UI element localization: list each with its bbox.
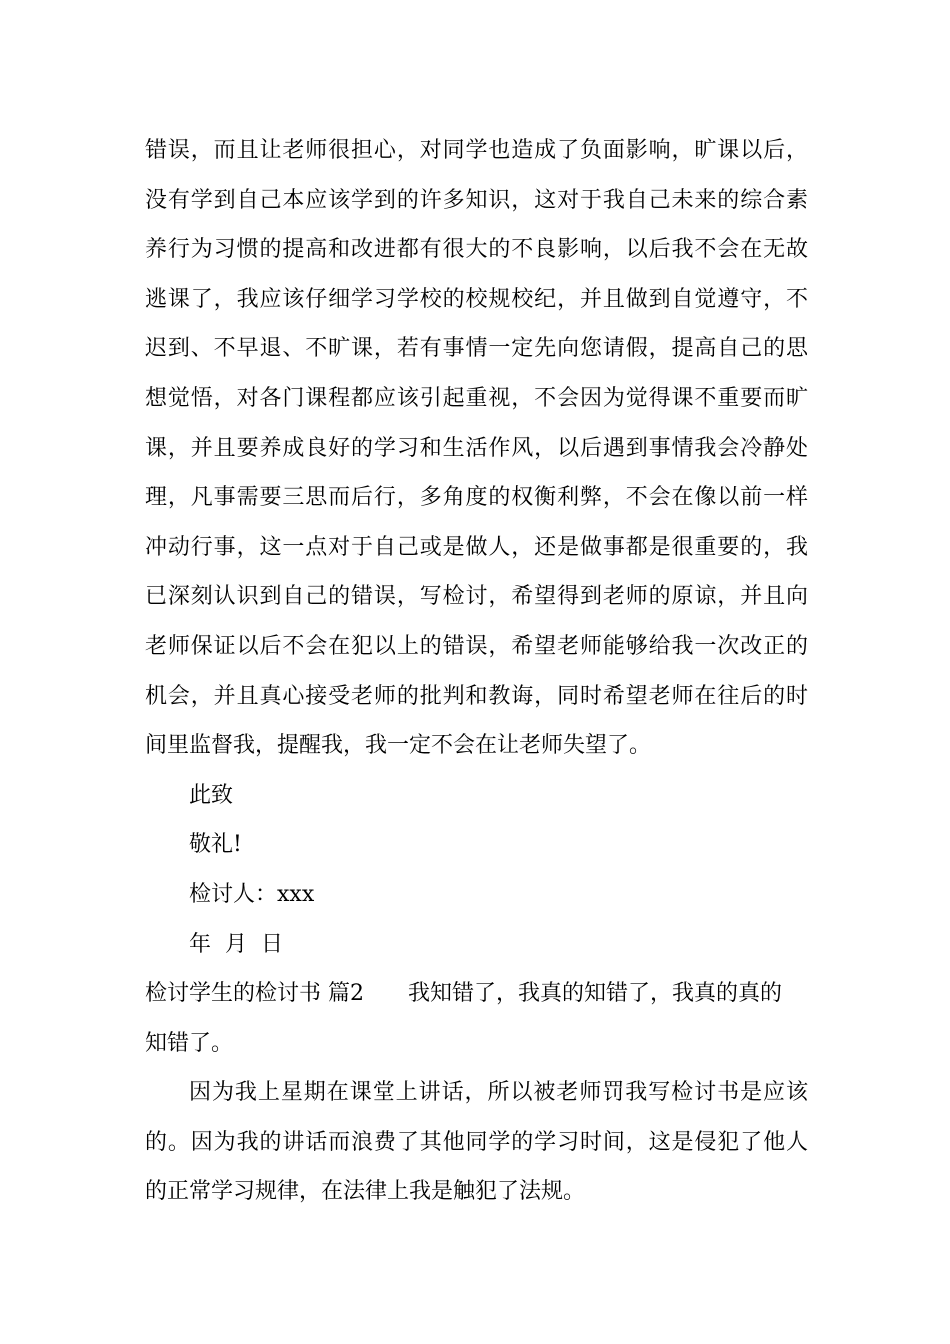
paragraph-line: 逃课了，我应该仔细学习学校的校规校纪，并且做到自觉遵守，不 bbox=[145, 286, 808, 312]
paragraph-line: 已深刻认识到自己的错误，写检讨，希望得到老师的原谅，并且向 bbox=[145, 584, 808, 610]
paragraph-line: 的正常学习规律，在法律上我是触犯了法规。 bbox=[145, 1179, 586, 1205]
paragraph-line: 机会，并且真心接受老师的批判和教诲，同时希望老师在往后的时 bbox=[145, 683, 808, 709]
section2-first-line bbox=[145, 969, 808, 1019]
paragraph-line: 的。因为我的讲话而浪费了其他同学的学习时间，这是侵犯了他人 bbox=[145, 1129, 808, 1155]
paragraph-line: 课，并且要养成良好的学习和生活作风，以后遇到事情我会冷静处 bbox=[145, 435, 808, 461]
closing-date: 年 月 日 bbox=[189, 931, 283, 957]
paragraph-line: 没有学到自己本应该学到的许多知识，这对于我自己未来的综合素 bbox=[145, 187, 808, 213]
paragraph-apology-continuation bbox=[145, 126, 808, 1217]
paragraph-line: 理，凡事需要三思而后行，多角度的权衡利弊，不会在像以前一样 bbox=[145, 485, 808, 511]
section2-first-line-text: 我知错了，我真的知错了，我真的真的 bbox=[408, 981, 783, 1007]
paragraph-line: 因为我上星期在课堂上讲话，所以被老师罚我写检讨书是应该 bbox=[189, 1080, 808, 1106]
paragraph-line: 老师保证以后不会在犯以上的错误，希望老师能够给我一次改正的 bbox=[145, 633, 808, 659]
paragraph-line: 养行为习惯的提高和改进都有很大的不良影响，以后我不会在无故 bbox=[145, 237, 808, 263]
section2-second-line: 知错了。 bbox=[145, 1030, 234, 1056]
paragraph-line: 错误，而且让老师很担心，对同学也造成了负面影响，旷课以后， bbox=[145, 138, 808, 163]
paragraph-line: 冲动行事，这一点对于自己或是做人，还是做事都是很重要的，我 bbox=[145, 534, 808, 560]
section2-heading: 检讨学生的检讨书 篇2 bbox=[145, 981, 364, 1007]
closing-salutation: 此致 bbox=[189, 782, 234, 808]
paragraph-line: 间里监督我，提醒我，我一定不会在让老师失望了。 bbox=[145, 733, 652, 759]
paragraph-line: 想觉悟，对各门课程都应该引起重视，不会因为觉得课不重要而旷 bbox=[145, 385, 808, 411]
closing-regards: 敬礼! bbox=[189, 832, 242, 858]
closing-signer: 检讨人：xxx bbox=[189, 881, 315, 907]
paragraph-line: 迟到、不早退、不旷课，若有事情一定先向您请假，提高自己的思 bbox=[145, 336, 808, 362]
